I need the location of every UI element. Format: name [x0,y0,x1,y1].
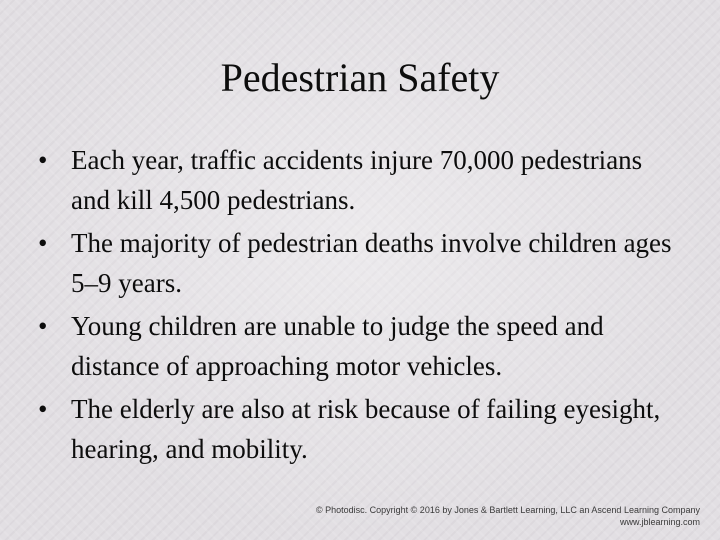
slide-title: Pedestrian Safety [220,55,500,100]
bullet-marker: • [38,394,48,424]
bullet-item [38,140,678,220]
bullet-text: The elderly are also at risk because of failing eyesight, hearing, and mobility. [71,394,661,464]
copyright-footer [316,504,700,528]
bullet-text: The majority of pedestrian deaths involve children ages 5–9 years. [71,228,672,298]
bullet-marker: • [38,228,48,258]
bullet-item [38,389,678,469]
bullet-text: Each year, traffic accidents injure 70,000 pedestrians and kill 4,500 pedestrians. [71,145,643,215]
bullet-text: Young children are unable to judge the speed and distance of approaching motor vehicles. [71,311,604,381]
bullet-list [38,140,678,472]
bullet-item [38,306,678,386]
publisher-url: www.jblearning.com [619,517,700,527]
bullet-item [38,223,678,303]
copyright-text: © Photodisc. Copyright © 2016 by Jones & Bartlett Learning, LLC an Ascend Learning Company [316,505,700,515]
bullet-marker: • [38,311,48,341]
bullet-marker: • [38,145,48,175]
